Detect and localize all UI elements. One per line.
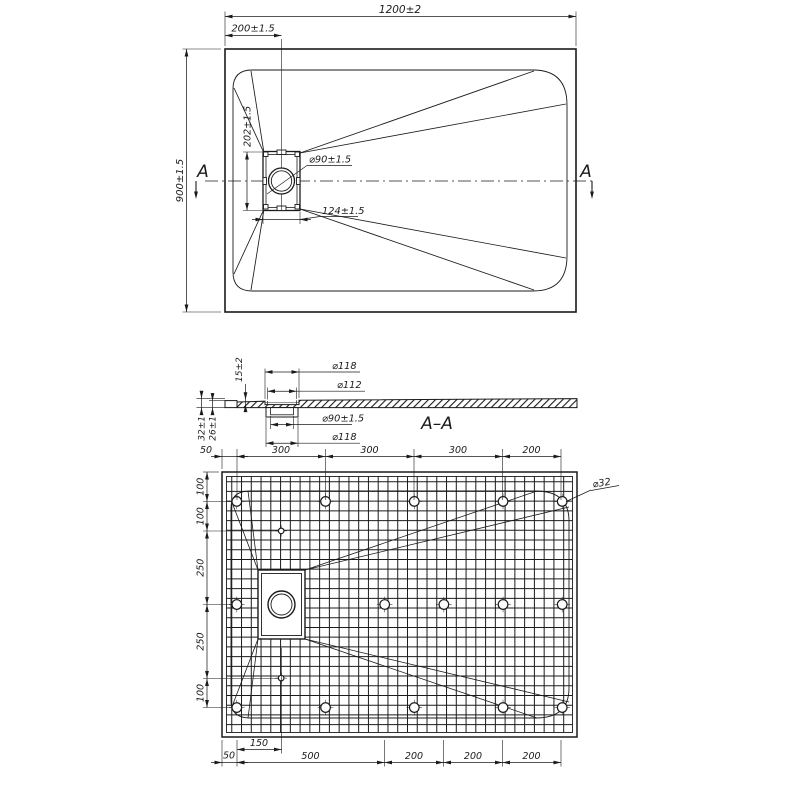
dimension-arrow (185, 49, 189, 57)
dimension-label: 150 (249, 738, 269, 749)
tray-section-body (237, 399, 577, 408)
dimension-arrow (237, 761, 245, 765)
dimension-arrow (237, 455, 245, 459)
dimension-label: 300 (271, 445, 291, 456)
foot-circle (498, 703, 508, 713)
dimension-arrow (503, 761, 511, 765)
dimension-label: ⌀90±1.5 (322, 413, 365, 425)
flange-corner-clip (295, 205, 300, 210)
dimension-arrow (554, 455, 562, 459)
foot-circle (232, 703, 242, 713)
dimension-arrow (205, 531, 209, 539)
foot-circle (498, 600, 508, 610)
foot-circle (557, 703, 567, 713)
dimension-label: 26±1 (208, 416, 219, 441)
dimension-arrow (292, 370, 300, 374)
dimension-label: ⌀118 (332, 361, 357, 372)
dimension-label: 900±1.5 (175, 158, 186, 203)
dimension-arrow (414, 455, 422, 459)
dimension-arrow (444, 761, 452, 765)
dimension-arrow (503, 455, 511, 459)
dimension-arrow (211, 408, 215, 416)
dimension-arrow (291, 441, 299, 445)
dimension-arrow (289, 389, 297, 393)
dimension-label: 200±1.5 (231, 23, 275, 35)
section-view-a-a (197, 357, 578, 447)
dimension-arrow (215, 761, 223, 765)
foot-circle (232, 600, 242, 610)
flange-corner-clip (264, 152, 269, 157)
dimension-label: 200 (522, 445, 541, 456)
flange-notch-right (297, 178, 301, 185)
section-mark-a-left: A (197, 162, 209, 182)
dimension-label: ⌀112 (337, 380, 362, 391)
dimension-arrow (274, 748, 282, 752)
dimension-label: 500 (301, 751, 320, 762)
dimension-label: 15±2 (235, 357, 245, 382)
flange-corner-clip (264, 205, 269, 210)
foot-circle (557, 600, 567, 610)
dimension-label: 50 (199, 445, 213, 456)
rim-profile (225, 401, 237, 408)
dimension-arrow (205, 597, 209, 605)
dimension-label: 202±1.5 (242, 105, 254, 147)
dimension-arrow (274, 34, 282, 38)
section-title: A–A (421, 414, 453, 434)
dimension-arrow (194, 192, 198, 200)
foot-circle (409, 703, 419, 713)
dimension-label: 300 (448, 445, 468, 456)
dimension-label: 250 (195, 632, 207, 651)
dimension-label: ⌀118 (332, 432, 357, 443)
flange-notch-left (263, 178, 267, 185)
dimension-arrow (569, 15, 577, 19)
dimension-label: 100 (195, 477, 207, 496)
dimension-label: 100 (195, 683, 207, 703)
bottom-view (196, 445, 620, 767)
drain-hole-outer (268, 591, 295, 618)
dimension-arrow (200, 408, 204, 416)
dimension-label: ⌀90±1.5 (309, 154, 352, 166)
dimension-label: 300 (360, 445, 379, 456)
dimension-label: 124±1.5 (322, 206, 365, 217)
dimension-label: 250 (195, 558, 207, 577)
foot-circle (439, 600, 449, 610)
dimension-arrow (495, 761, 503, 765)
dimension-arrow (265, 370, 273, 374)
foot-circle (278, 528, 284, 534)
dimension-arrow (237, 748, 245, 752)
dimension-arrow (271, 423, 279, 427)
dimension-arrow (215, 455, 223, 459)
foot-circle (498, 497, 508, 507)
dimension-label: 1200±2 (378, 4, 422, 16)
dimension-label: ⌀32 (591, 476, 612, 491)
dimension-arrow (286, 423, 294, 427)
dimension-arrow (185, 305, 189, 313)
dimension-arrow (326, 455, 334, 459)
dimension-arrow (225, 15, 233, 19)
dimension-arrow (244, 392, 248, 400)
dimension-label: 200 (522, 751, 541, 762)
dimension-label: 32±1 (197, 416, 208, 441)
dimension-arrow (211, 393, 215, 401)
dimension-arrow (554, 761, 562, 765)
dimension-label: 200 (463, 751, 483, 762)
dimension-arrow (590, 192, 594, 200)
section-mark-a-right: A (580, 162, 592, 182)
flange-corner-clip (295, 152, 300, 157)
dimension-arrow (495, 455, 503, 459)
top-view (175, 4, 594, 312)
dimension-arrow (407, 455, 415, 459)
foot-circle (380, 600, 390, 610)
foot-circle (557, 497, 567, 507)
dimension-arrow (205, 671, 209, 679)
dimension-arrow (377, 761, 385, 765)
dimension-arrow (385, 761, 393, 765)
dimension-label: 200 (404, 751, 424, 762)
dimension-label: 100 (195, 507, 207, 526)
dimension-label: 50 (222, 750, 236, 762)
dimension-arrow (205, 605, 209, 613)
dimension-arrow (200, 391, 204, 399)
dimension-arrow (436, 761, 444, 765)
dimension-arrow (268, 389, 276, 393)
foot-circle (278, 675, 284, 681)
foot-circle (321, 703, 331, 713)
dimension-arrow (318, 455, 326, 459)
